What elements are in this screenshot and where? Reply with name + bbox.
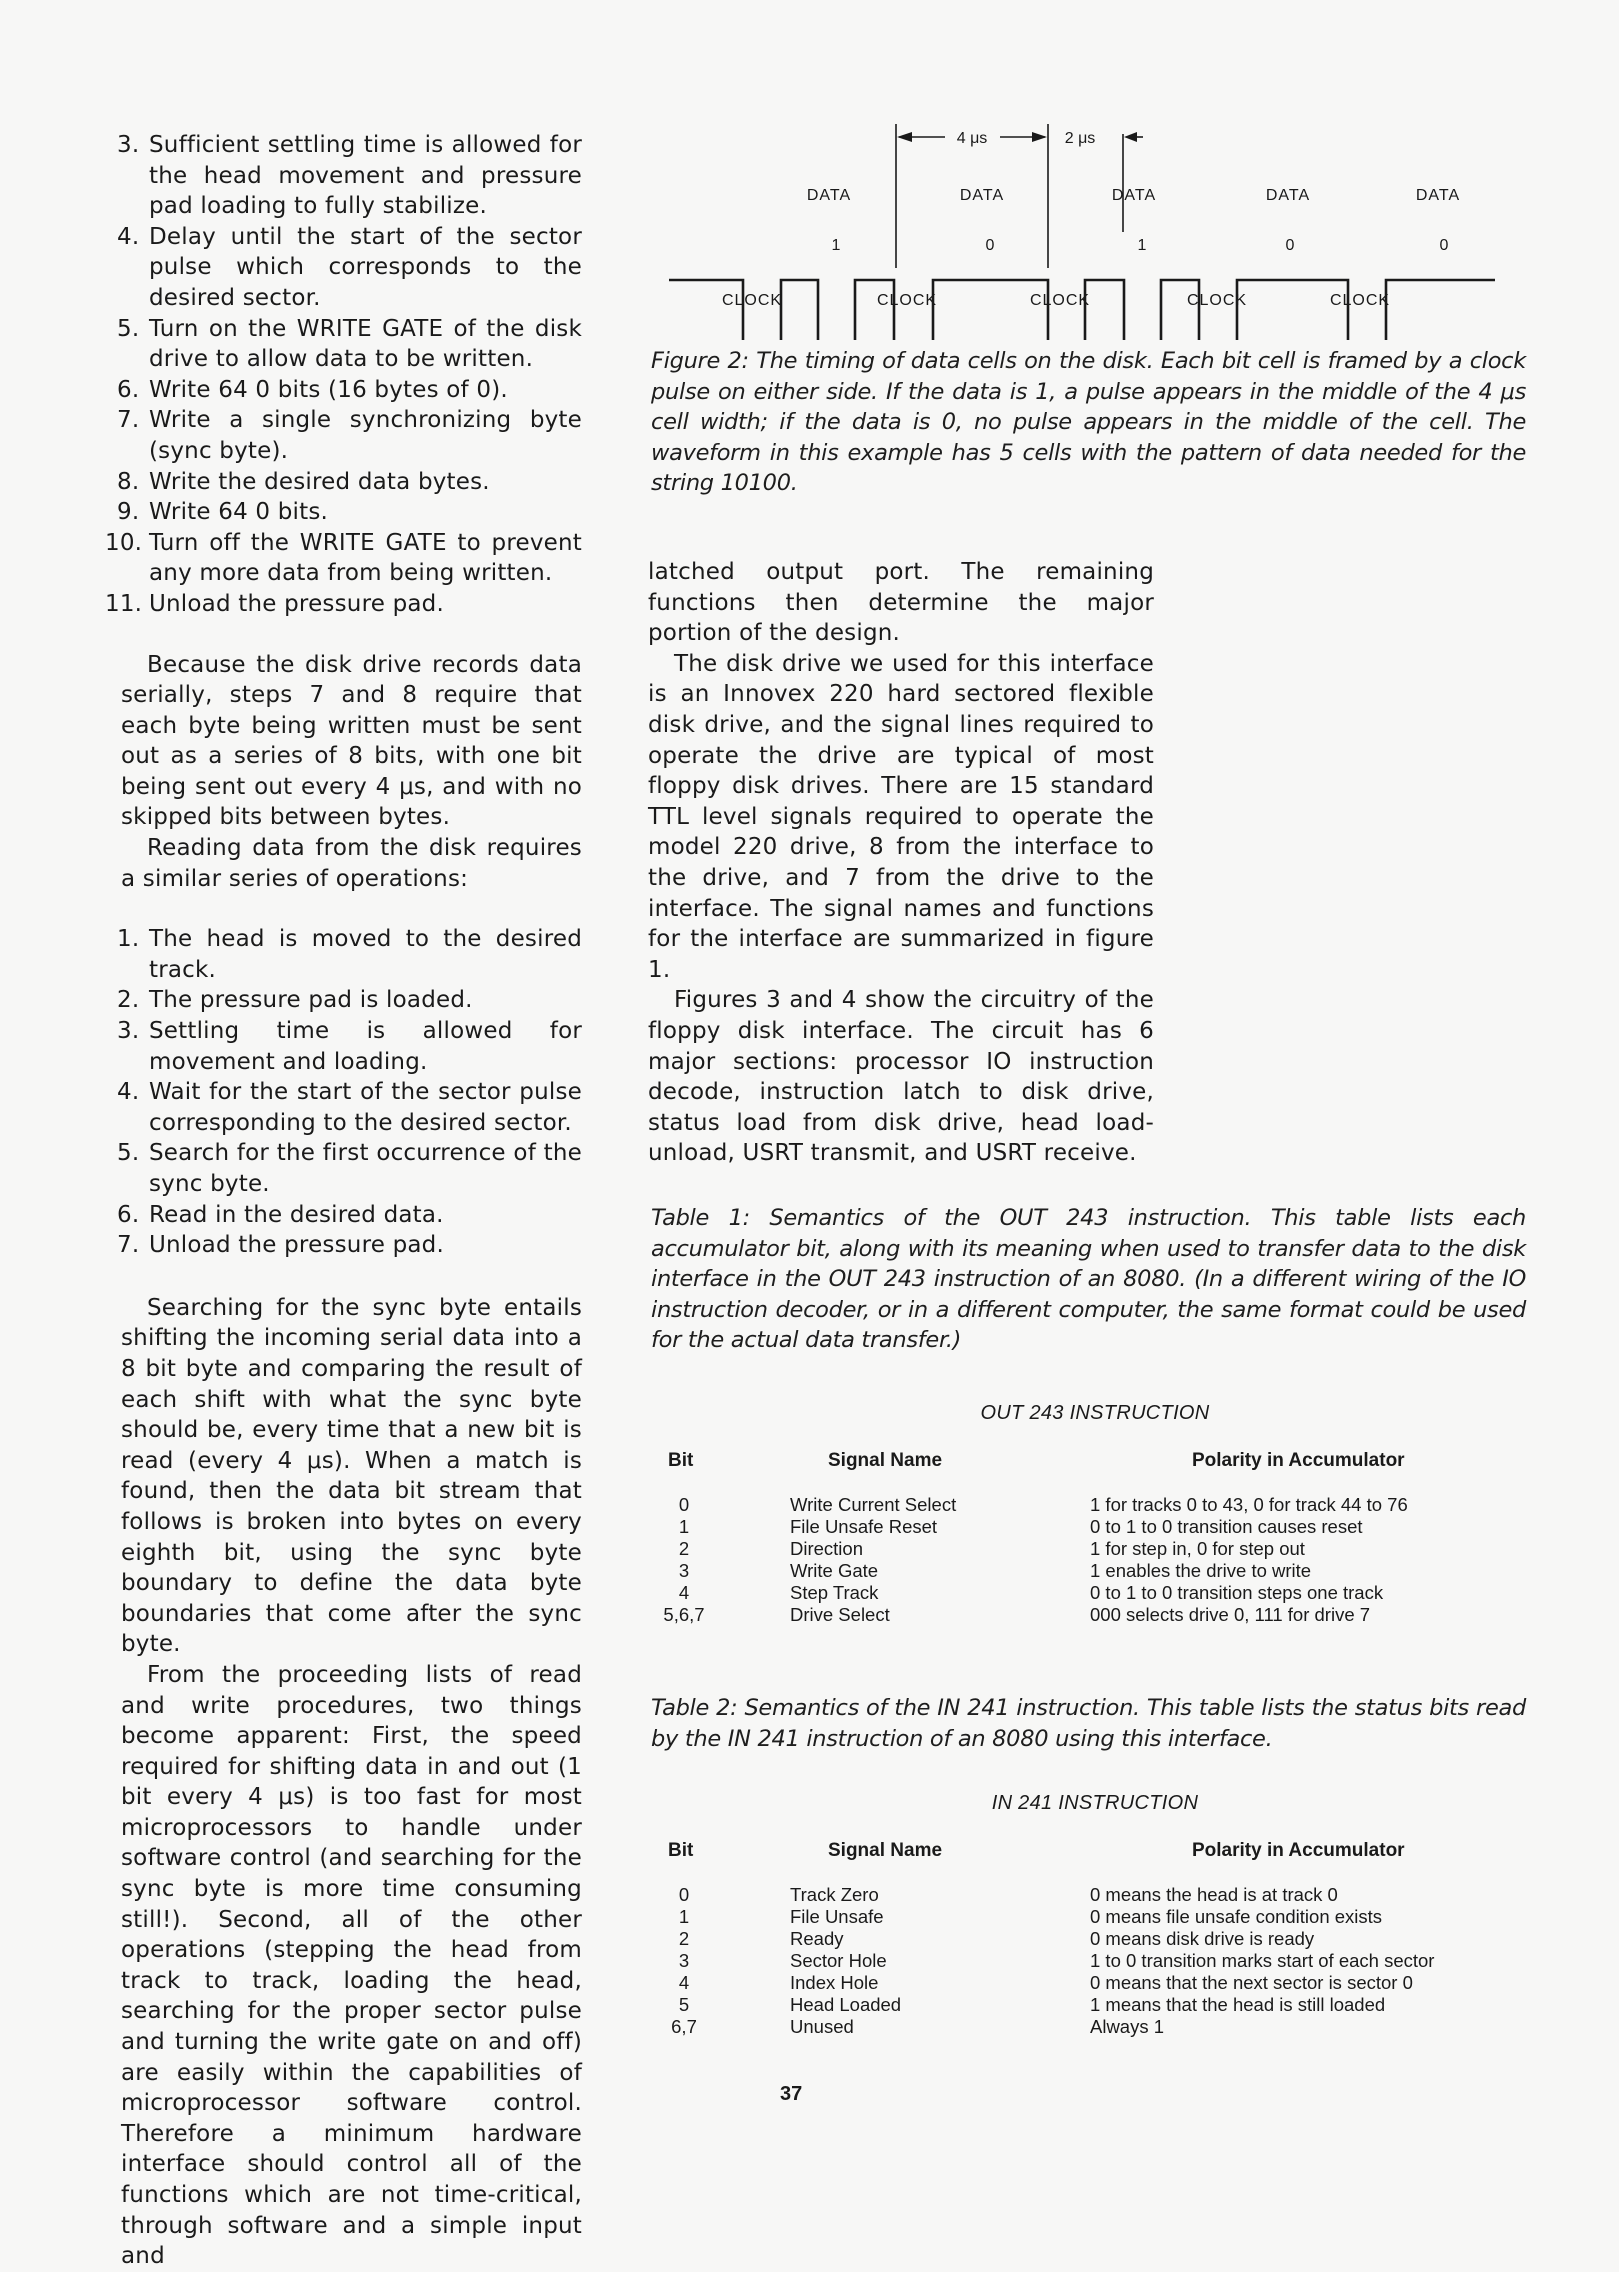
table-row [660,1582,1530,1604]
paragraph-disk-drive: The disk drive we used for this interface is an Innovex 220 hard sectored flexible disk drive, and the signal lines required to operate the drive are typical of most floppy disk drives. There are 15 standard TTL level signals required to operate the model 220 drive, 8 from the interface to the drive, and 7 from the drive to the interface. The signal names and functions for the interface are summarized in figure 1. [648,650,1154,983]
read-step [117,1200,582,1231]
cell-signal: Drive Select [790,1604,890,1625]
table-1-caption: Table 1: Semantics of the OUT 243 instruction. This table lists each accumulator bit, along with its meaning when used to transfer data to the disk interface in the OUT 243 instruction of an 8080. (In a different wiring of the IO instruction decoder, or in a different computer, the same format could be used for the actual data transfer.) [651,1205,1526,1353]
table-row [660,1884,1530,1906]
clock-label-3: CLOCK [1029,292,1091,309]
step-text: Write the desired data bytes. [149,468,490,495]
step-number: 4. [117,223,140,250]
step-number: 6. [117,1201,140,1228]
bit-value-1: 1 [831,237,841,254]
header-bit: Bit [668,1840,694,1861]
step-number: 4. [117,1079,140,1106]
page-number: 37 [780,2083,803,2105]
cell-bit: 4 [678,1582,690,1603]
read-procedure-list [117,924,582,1261]
figure-2-caption: Figure 2: The timing of data cells on the disk. Each bit cell is framed by a clock pulse on either side. If the data is 1, a pulse appears in the middle of the 4 μs cell width; if the data is 0, no pulse appears in the middle of the cell. The waveform in this example has 5 cells with the pattern of data needed for the string 10100. [651,348,1526,496]
clock-label-4: CLOCK [1186,292,1248,309]
header-polarity: Polarity in Accumulator [1192,1840,1405,1861]
cell-polarity: 1 to 0 transition marks start of each sector [1090,1950,1435,1971]
table-row [660,1972,1530,1994]
data-label-4: DATA [1265,187,1311,204]
step-number: 6. [117,376,140,403]
clock-label-1: CLOCK [721,292,783,309]
cell-bit: 0 [678,1884,690,1905]
table-row [660,1994,1530,2016]
step-text: Write a single synchronizing byte (sync byte). [149,407,582,464]
table-2-caption: Table 2: Semantics of the IN 241 instruction. This table lists the status bits read by the IN 241 instruction of an 8080 using this interface. [651,1695,1526,1752]
cell-polarity: 0 means file unsafe condition exists [1090,1906,1383,1927]
step-number: 1. [117,926,140,953]
cell-polarity: 0 means disk drive is ready [1090,1928,1315,1949]
step-number: 3. [117,1018,140,1045]
table-title: IN 241 INSTRUCTION [991,1792,1199,1814]
write-step [105,589,582,620]
cell-polarity: 0 means that the next sector is sector 0 [1090,1972,1413,1993]
write-step [117,467,582,498]
cell-bit: 2 [678,1538,690,1559]
table-row [660,1516,1530,1538]
read-step [117,1138,582,1199]
dimension-2us-label: 2 μs [1064,130,1096,147]
paragraph-from: From the proceeding lists of read and write procedures, two things become apparent: First, the speed required for shifting data in and out (1 bit every 4 μs) is too fast for most microprocessors to handle under software control (and searching for the sync byte is more time consuming still!). Second, all of the other operations (stepping the head from track to track, loading the head, searching for the proper sector pulse and turning the write gate on and off) are easily within the capabilities of microprocessor software control. Therefore a minimum hardware interface should control all of the functions which are not time-critical, through software and a simple input and [121,1661,582,2270]
table-row [660,1950,1530,1972]
table-row [660,1604,1530,1626]
bit-value-4: 0 [1285,237,1295,254]
table-row [660,1928,1530,1950]
table-1-out-243 [660,1402,1530,1642]
step-number: 9. [117,499,140,526]
step-number: 2. [117,987,140,1014]
step-number: 11. [105,590,143,617]
step-number: 10. [105,529,143,556]
cell-signal: Ready [790,1928,844,1949]
cell-signal: Step Track [790,1582,879,1603]
right-column [648,557,1154,1169]
cell-polarity: Always 1 [1090,2016,1165,2037]
table-row [660,1538,1530,1560]
read-step [117,1230,582,1261]
cell-bit: 5 [678,1994,690,2015]
left-column [105,130,582,2272]
step-text: Sufficient settling time is allowed for the head movement and pressure pad loading to fully stabilize. [149,132,582,220]
table-body [660,1494,1530,1626]
paragraph-reading: Reading data from the disk requires a similar series of operations: [121,835,582,892]
paragraph-latched: latched output port. The remaining functions then determine the major portion of the design. [648,559,1154,647]
header-bit: Bit [668,1450,694,1471]
dimension-4us-label: 4 μs [956,130,988,147]
bit-value-5: 0 [1439,237,1449,254]
cell-signal: Head Loaded [790,1994,902,2015]
cell-polarity: 0 to 1 to 0 transition causes reset [1090,1516,1363,1537]
table-row [660,1906,1530,1928]
clock-label-5: CLOCK [1329,292,1391,309]
paragraph-figures: Figures 3 and 4 show the circuitry of the floppy disk interface. The circuit has 6 major sections: processor IO instruction decode, instruction latch to disk drive, status load from disk drive, head load-unload, USRT transmit, and USRT receive. [648,987,1154,1167]
cell-bit: 5,6,7 [663,1604,705,1625]
cell-signal: File Unsafe Reset [790,1516,938,1537]
step-number: 8. [117,468,140,495]
cell-polarity: 0 means the head is at track 0 [1090,1884,1338,1905]
table-row [660,2016,1530,2038]
cell-bit: 4 [678,1972,690,1993]
waveform [669,280,1495,340]
step-text: Write 64 0 bits (16 bytes of 0). [149,376,508,403]
cell-polarity: 1 enables the drive to write [1090,1560,1312,1581]
step-text: Write 64 0 bits. [149,499,329,526]
write-step [105,528,582,589]
cell-bit: 3 [678,1560,690,1581]
data-label-3: DATA [1111,187,1157,204]
write-step [117,375,582,406]
cell-bit: 3 [678,1950,690,1971]
step-text: Wait for the start of the sector pulse corresponding to the desired sector. [149,1079,582,1136]
cell-polarity: 1 for step in, 0 for step out [1090,1538,1305,1559]
cell-signal: Index Hole [790,1972,879,1993]
cell-bit: 2 [678,1928,690,1949]
cell-signal: File Unsafe [790,1906,884,1927]
step-text: Turn off the WRITE GATE to prevent any more data from being written. [149,529,582,587]
table-row [660,1560,1530,1582]
cell-signal: Unused [790,2016,854,2037]
cell-bit: 1 [678,1516,690,1537]
read-step [117,1077,582,1138]
step-text: Search for the first occurrence of the sync byte. [149,1140,582,1197]
paragraph-because: Because the disk drive records data serially, steps 7 and 8 require that each byte being written must be sent out as a series of 8 bits, with one bit being sent out every 4 μs, and with no skipped bits between bytes. [121,651,582,831]
cell-signal: Write Gate [790,1560,879,1581]
cell-bit: 1 [678,1906,690,1927]
cell-polarity: 0 to 1 to 0 transition steps one track [1090,1582,1384,1603]
data-label-1: DATA [806,187,852,204]
cell-signal: Sector Hole [790,1950,887,1971]
table-title: OUT 243 INSTRUCTION [980,1402,1210,1424]
step-text: The head is moved to the desired track. [149,926,582,983]
table-body [660,1884,1530,2038]
dimension-markers [896,124,1143,268]
step-number: 7. [117,407,140,434]
header-signal-name: Signal Name [828,1840,943,1861]
write-step [117,130,582,222]
cell-signal: Track Zero [790,1884,879,1905]
step-number: 7. [117,1232,140,1259]
read-step [117,985,582,1016]
step-number: 5. [117,315,140,342]
write-procedure-list [105,130,582,620]
cell-signal: Direction [790,1538,863,1559]
cell-bit: 0 [678,1494,690,1515]
table-2-in-241 [660,1792,1530,2052]
header-polarity: Polarity in Accumulator [1192,1450,1405,1471]
cell-polarity: 000 selects drive 0, 111 for drive 7 [1090,1604,1371,1625]
step-text: Read in the desired data. [149,1201,444,1228]
write-step [117,314,582,375]
step-number: 5. [117,1140,140,1167]
step-text: Turn on the WRITE GATE of the disk drive to allow data to be written. [149,315,582,373]
cell-signal: Write Current Select [790,1494,957,1515]
read-step [117,1016,582,1077]
bit-value-2: 0 [985,237,995,254]
step-text: Delay until the start of the sector pulse which corresponds to the desired sector. [149,223,582,311]
step-text: The pressure pad is loaded. [149,987,473,1014]
step-text: Settling time is allowed for movement and loading. [149,1018,582,1075]
step-text: Unload the pressure pad. [149,1232,444,1259]
write-step [117,497,582,528]
step-text: Unload the pressure pad. [149,590,444,617]
write-step [117,222,582,314]
table-row [660,1494,1530,1516]
read-step [117,924,582,985]
step-number: 3. [117,132,140,158]
data-label-5: DATA [1415,187,1461,204]
bit-value-3: 1 [1137,237,1147,254]
cell-polarity: 1 for tracks 0 to 43, 0 for track 44 to 76 [1090,1494,1408,1515]
write-step [117,405,582,466]
clock-label-2: CLOCK [876,292,938,309]
header-signal-name: Signal Name [828,1450,943,1471]
paragraph-searching: Searching for the sync byte entails shifting the incoming serial data into a 8 bit byte and comparing the result of each shift with what the sync byte should be, every time that a new bit is read (every 4 μs). When a match is found, then the data bit stream that follows is broken into bytes on every eighth bit, using the sync byte boundary to define the data byte boundaries that come after the sync byte. [121,1294,582,1658]
data-label-2: DATA [959,187,1005,204]
cell-bit: 6,7 [671,2016,697,2037]
cell-polarity: 1 means that the head is still loaded [1090,1994,1386,2015]
